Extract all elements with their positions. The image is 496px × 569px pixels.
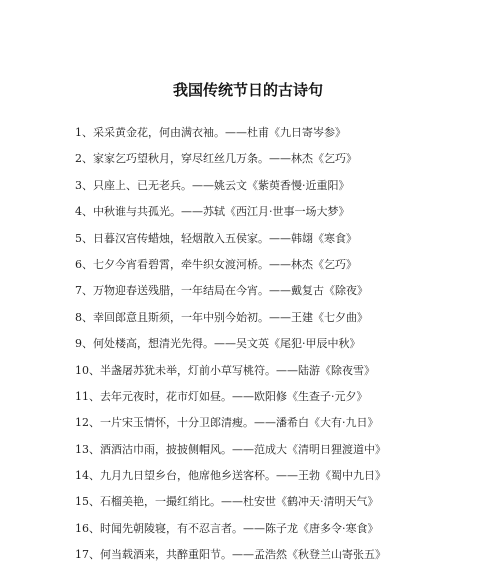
poem-line: 13、酒酒沽巾雨，披披侧帽风。——范成大《清明日狸渡道中》 (75, 442, 386, 456)
poem-line: 12、一片宋玉情怀，十分卫郎清瘦。——潘希白《大有·九日》 (75, 416, 379, 430)
poem-line: 6、七夕今宵看碧霄，牵牛织女渡河桥。——林杰《乞巧》 (75, 257, 357, 271)
poem-line: 8、幸回郎意且斯须，一年中别今始初。——王建《七夕曲》 (75, 310, 368, 324)
poem-line: 11、去年元夜时，花市灯如昼。——欧阳修《生查子·元夕》 (75, 389, 368, 403)
poem-line: 16、时闻先朝陵寝，有不忍言者。——陈子龙《唐多令·寒食》 (75, 521, 379, 535)
poem-line-list (75, 120, 475, 569)
poem-line: 9、何处楼高，想清光先得。——吴文英《尾犯·甲辰中秋》 (75, 337, 361, 351)
poem-line: 10、半盏屠苏犹未举，灯前小草写桃符。——陆游《除夜雪》 (75, 363, 375, 377)
poem-line: 2、家家乞巧望秋月，穿尽红丝几万条。——林杰《乞巧》 (75, 152, 357, 166)
poem-line: 15、石榴美艳，一撮红绡比。——杜安世《鹤冲天·清明天气》 (75, 495, 379, 509)
poem-line: 4、中秋谁与共孤光。——苏轼《西江月·世事一场大梦》 (75, 205, 350, 219)
document-title: 我国传统节日的古诗句 (172, 81, 323, 99)
poem-line: 3、只座上、已无老兵。——姚云文《紫萸香慢·近重阳》 (75, 178, 350, 192)
poem-line: 5、日暮汉宫传蜡烛，轻烟散入五侯家。——韩翃《寒食》 (75, 231, 357, 245)
poem-line: 17、何当载酒来，共醉重阳节。——孟浩然《秋登兰山寄张五》 (75, 548, 386, 562)
poem-line: 1、采采黄金花，何由满衣袖。——杜甫《九日寄岑参》 (75, 126, 346, 139)
poem-line: 14、九月九日望乡台，他席他乡送客杯。——王勃《蜀中九日》 (75, 469, 386, 483)
poem-line: 7、万物迎春送残腊，一年结局在今宵。——戴复古《除夜》 (75, 284, 368, 298)
